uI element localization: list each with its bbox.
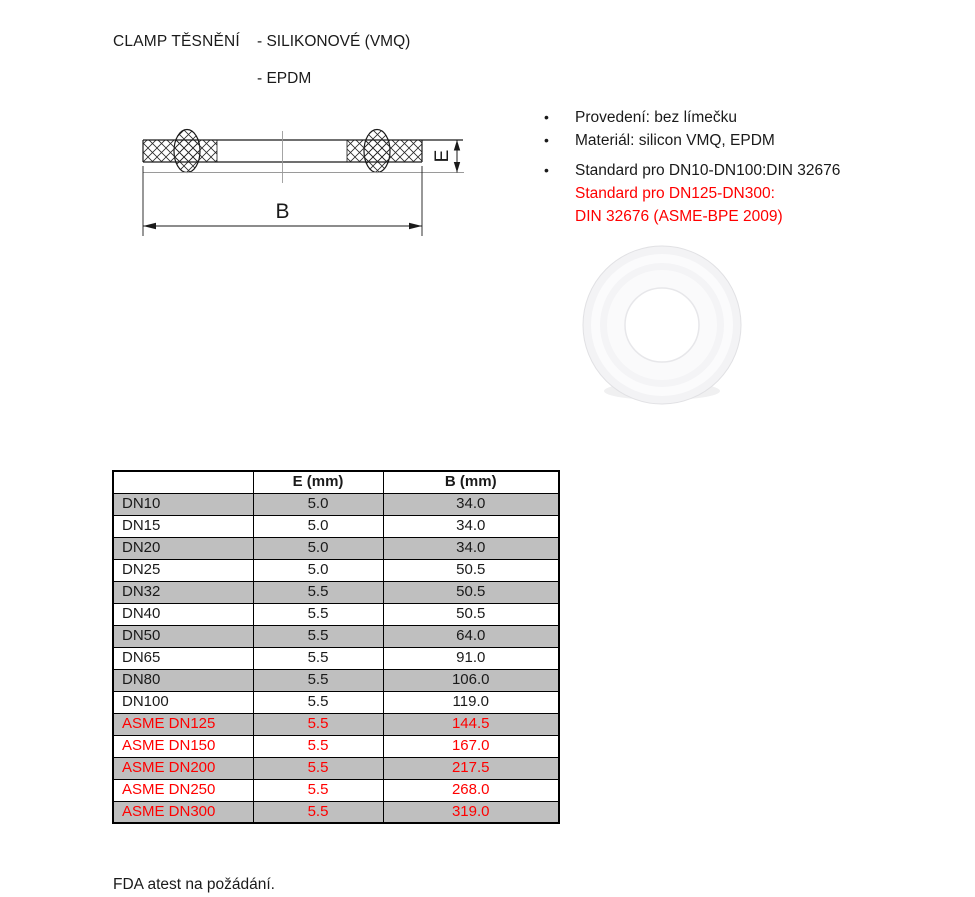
table-row <box>113 735 559 757</box>
size-name-cell: DN80 <box>113 669 253 691</box>
e-value-cell: 5.5 <box>253 691 383 713</box>
page-title-variant-epdm: - EPDM <box>257 70 312 87</box>
size-name-cell: DN10 <box>113 493 253 515</box>
table-header-row <box>113 471 559 493</box>
table-row <box>113 669 559 691</box>
e-value-cell: 5.5 <box>253 581 383 603</box>
table-row <box>113 493 559 515</box>
e-value-cell: 5.5 <box>253 757 383 779</box>
header-size-column <box>113 471 253 493</box>
size-name-cell: DN20 <box>113 537 253 559</box>
e-value-cell: 5.0 <box>253 559 383 581</box>
table-row <box>113 603 559 625</box>
b-value-cell: 34.0 <box>383 493 559 515</box>
table-row <box>113 625 559 647</box>
size-name-cell: DN32 <box>113 581 253 603</box>
size-name-cell: ASME DN300 <box>113 801 253 823</box>
b-value-cell: 50.5 <box>383 581 559 603</box>
e-value-cell: 5.5 <box>253 669 383 691</box>
size-name-cell: ASME DN250 <box>113 779 253 801</box>
table-row <box>113 691 559 713</box>
arrowhead-left-icon <box>143 223 156 229</box>
arrowhead-right-icon <box>409 223 422 229</box>
e-value-cell: 5.5 <box>253 647 383 669</box>
e-value-cell: 5.5 <box>253 713 383 735</box>
arrowhead-up-icon <box>454 140 460 151</box>
bullet-text: Materiál: silicon VMQ, EPDM <box>575 132 775 149</box>
page-title-variant-silicone: - SILIKONOVÉ (VMQ) <box>257 33 411 50</box>
gasket-body <box>143 130 463 184</box>
e-value-cell: 5.5 <box>253 735 383 757</box>
e-value-cell: 5.5 <box>253 779 383 801</box>
bullet-standard-red-line-2: DIN 32676 (ASME-BPE 2009) <box>575 208 783 225</box>
table-row <box>113 515 559 537</box>
left-hatched-section <box>143 140 217 162</box>
bullet-icon: • <box>544 132 549 148</box>
table-row <box>113 757 559 779</box>
size-name-cell: ASME DN200 <box>113 757 253 779</box>
table-row <box>113 647 559 669</box>
b-value-cell: 268.0 <box>383 779 559 801</box>
bullet-material <box>540 129 970 152</box>
b-value-cell: 91.0 <box>383 647 559 669</box>
gasket-bore-hole <box>625 288 699 362</box>
gasket-product-photo <box>577 245 747 407</box>
table-row <box>113 779 559 801</box>
b-value-cell: 64.0 <box>383 625 559 647</box>
size-name-cell: ASME DN150 <box>113 735 253 757</box>
size-name-cell: DN65 <box>113 647 253 669</box>
spec-bullets <box>540 106 970 228</box>
e-value-cell: 5.0 <box>253 515 383 537</box>
bullet-standard-red-line-1: Standard pro DN125-DN300: <box>575 185 775 202</box>
b-value-cell: 167.0 <box>383 735 559 757</box>
b-value-cell: 34.0 <box>383 515 559 537</box>
e-value-cell: 5.0 <box>253 493 383 515</box>
e-value-cell: 5.5 <box>253 603 383 625</box>
table-row <box>113 581 559 603</box>
bullet-text: Provedení: bez límečku <box>575 109 737 126</box>
right-hatched-section <box>347 140 422 162</box>
b-value-cell: 50.5 <box>383 559 559 581</box>
b-value-cell: 50.5 <box>383 603 559 625</box>
table-row <box>113 801 559 823</box>
table-row <box>113 713 559 735</box>
bullet-standard <box>540 159 970 182</box>
size-name-cell: DN25 <box>113 559 253 581</box>
table-row <box>113 559 559 581</box>
e-value-cell: 5.0 <box>253 537 383 559</box>
size-table-body <box>113 493 559 823</box>
b-value-cell: 106.0 <box>383 669 559 691</box>
header-b-column: B (mm) <box>383 471 559 493</box>
e-value-cell: 5.5 <box>253 801 383 823</box>
b-value-cell: 319.0 <box>383 801 559 823</box>
header-e-column: E (mm) <box>253 471 383 493</box>
b-value-cell: 119.0 <box>383 691 559 713</box>
e-value-cell: 5.5 <box>253 625 383 647</box>
bullet-provedeni <box>540 106 970 129</box>
dim-label-E: E <box>432 149 454 163</box>
b-value-cell: 144.5 <box>383 713 559 735</box>
gasket-cross-section-drawing <box>130 103 480 248</box>
footer-note: FDA atest na požádání. <box>113 876 275 893</box>
arrowhead-down-icon <box>454 162 460 173</box>
page-title: CLAMP TĚSNĚNÍ <box>113 33 240 50</box>
b-value-cell: 34.0 <box>383 537 559 559</box>
size-name-cell: DN100 <box>113 691 253 713</box>
b-value-cell: 217.5 <box>383 757 559 779</box>
bullet-icon: • <box>544 162 549 178</box>
bullet-icon: • <box>544 109 549 125</box>
bullet-text: Standard pro DN10-DN100:DIN 32676 <box>575 162 841 179</box>
size-name-cell: DN50 <box>113 625 253 647</box>
size-name-cell: ASME DN125 <box>113 713 253 735</box>
size-name-cell: DN15 <box>113 515 253 537</box>
size-table <box>112 470 560 824</box>
table-row <box>113 537 559 559</box>
size-name-cell: DN40 <box>113 603 253 625</box>
dim-label-B: B <box>275 200 290 223</box>
